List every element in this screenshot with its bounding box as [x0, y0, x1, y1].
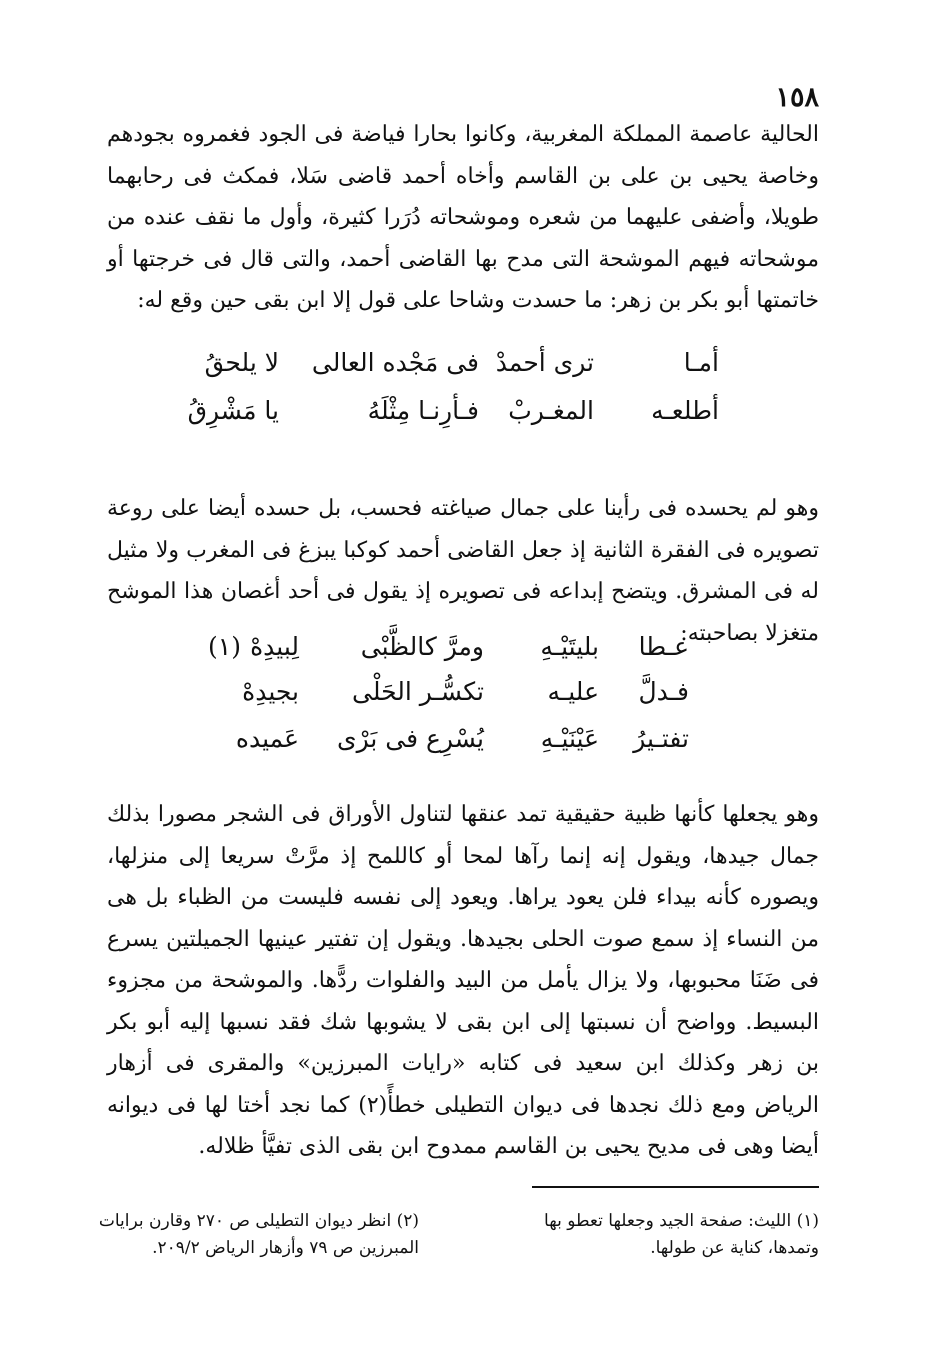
verse-segment: عـطا [638, 632, 689, 661]
verse-segment: أطلعـه [651, 396, 719, 425]
verse-segment: ترى أحمدْ [495, 348, 594, 377]
verse-segment: عَميده [235, 724, 299, 753]
verse-segment: فى مَجْده العالى [311, 348, 479, 377]
paragraph-analysis: وهو لم يحسده فى رأينا على جمال صياغته فحسب، بل حسده أيضا على روعة تصويره فى الفقرة الثانية إذ جعل القاضى أحمد كوكبا يبزغ فى المغرب ولا مثيل له فى المشرق. ويتضح إبداعه فى تصويره إذ يقول فى أحد أغصان هذا الموشح متغزلا بصاحبته: [107, 496, 819, 646]
verse-segment: تكسُّـر الحَلْى [352, 677, 484, 706]
paragraph-commentary: وهو يجعلها كأنها ظبية حقيقية تمد عنقها لتناول الأوراق فى الشجر مصورا بذلك جمال جيدها، ويقول إنه إنما رآها لمحا أو كاللمح إذ مرَّتْ سريعا إلى منزلها، ويصوره كأنه بيداء فلن يعود يراها. ويعود إلى نفسه فليست من الظباء بل هى من النساء إذ سمع صوت الحلى بجيدها. ويقول إن تفتير عينيها الجميلتين يسرع فى ضَنَا محبوبها، ولا يزال يأمل من البيد والفلوات ردًّها. والموشحة من مجزوء البسيط. وواضح أن نسبتها إلى ابن بقى لا يشوبها شك فقد نسبها إليه أبو بكر بن زهر وكذلك ابن سعيد فى كتابه «رايات المبرزين» والمقرى فى أزهار الرياض ومع ذلك نجدها فى ديوان التطيلى خطأً(٢) كما نجد أختا لها فى ديوانه أيضا وهى فى مديح يحيى بن القاسم ممدوح ابن بقى الذى تفيَّأ ظلاله. [107, 802, 819, 1159]
verse-segment: لا يلحقُ [204, 348, 279, 377]
footnote-divider [532, 1186, 819, 1188]
footnote-1: (١) الليث: صفحة الجيد وجعلها تعطو بها وتمدها، كناية عن طولها. [544, 1211, 819, 1258]
paragraph-intro: الحالية عاصمة المملكة المغربية، وكانوا بحارا فياضة فى الجود فغمروه بجودهم وخاصة يحيى بن على بن القاسم وأخاه أحمد قاضى سَلا، فمكث فى رحابهما طويلا، وأضفى عليهما من شعره وموشحاته دُرَرا كثيرة، وأول ما نقف عنده من موشحاته فيهم الموشحة التى مدح بها القاضى أحمد، والتى قال فى خرجتها أو خاتمتها أبو بكر بن زهر: ما حسدت وشاحا على قول إلا ابن بقى حين وقع له: [107, 122, 819, 313]
verse-segment: عَيْنَيْـهِ [540, 724, 599, 753]
verse-segment: فـدلَّ [638, 677, 689, 706]
verse-segment: ومرَّ كالظَّبْى [360, 632, 484, 661]
verse-segment: فـأرِنـا مِثْلَهُ [367, 396, 479, 425]
verse-segment: عليـه [547, 677, 599, 706]
verse-segment: يا مَشْرِقُ [187, 396, 279, 425]
footnote-2: (٢) انظر ديوان التطيلى ص ٢٧٠ وقارن برايات المبرزين ص ٧٩ وأزهار الرياض ٢٠٩/٢. [98, 1211, 419, 1258]
verse-segment: لِبيدِهْ [250, 632, 299, 661]
verse-segment: تفتـيرُ [633, 724, 689, 753]
verse-segment: بجيدِهْ [242, 677, 299, 706]
footnote-marker: (١) [208, 632, 241, 661]
verse-segment: أمـا [683, 348, 719, 377]
verse-segment: المغـربْ [508, 396, 594, 425]
page-number: ١٥٨ [775, 82, 819, 113]
verse-segment: يُسْرِع فى بَرْى [337, 724, 484, 753]
verse-segment: بليتَيْـهِ [540, 632, 599, 661]
